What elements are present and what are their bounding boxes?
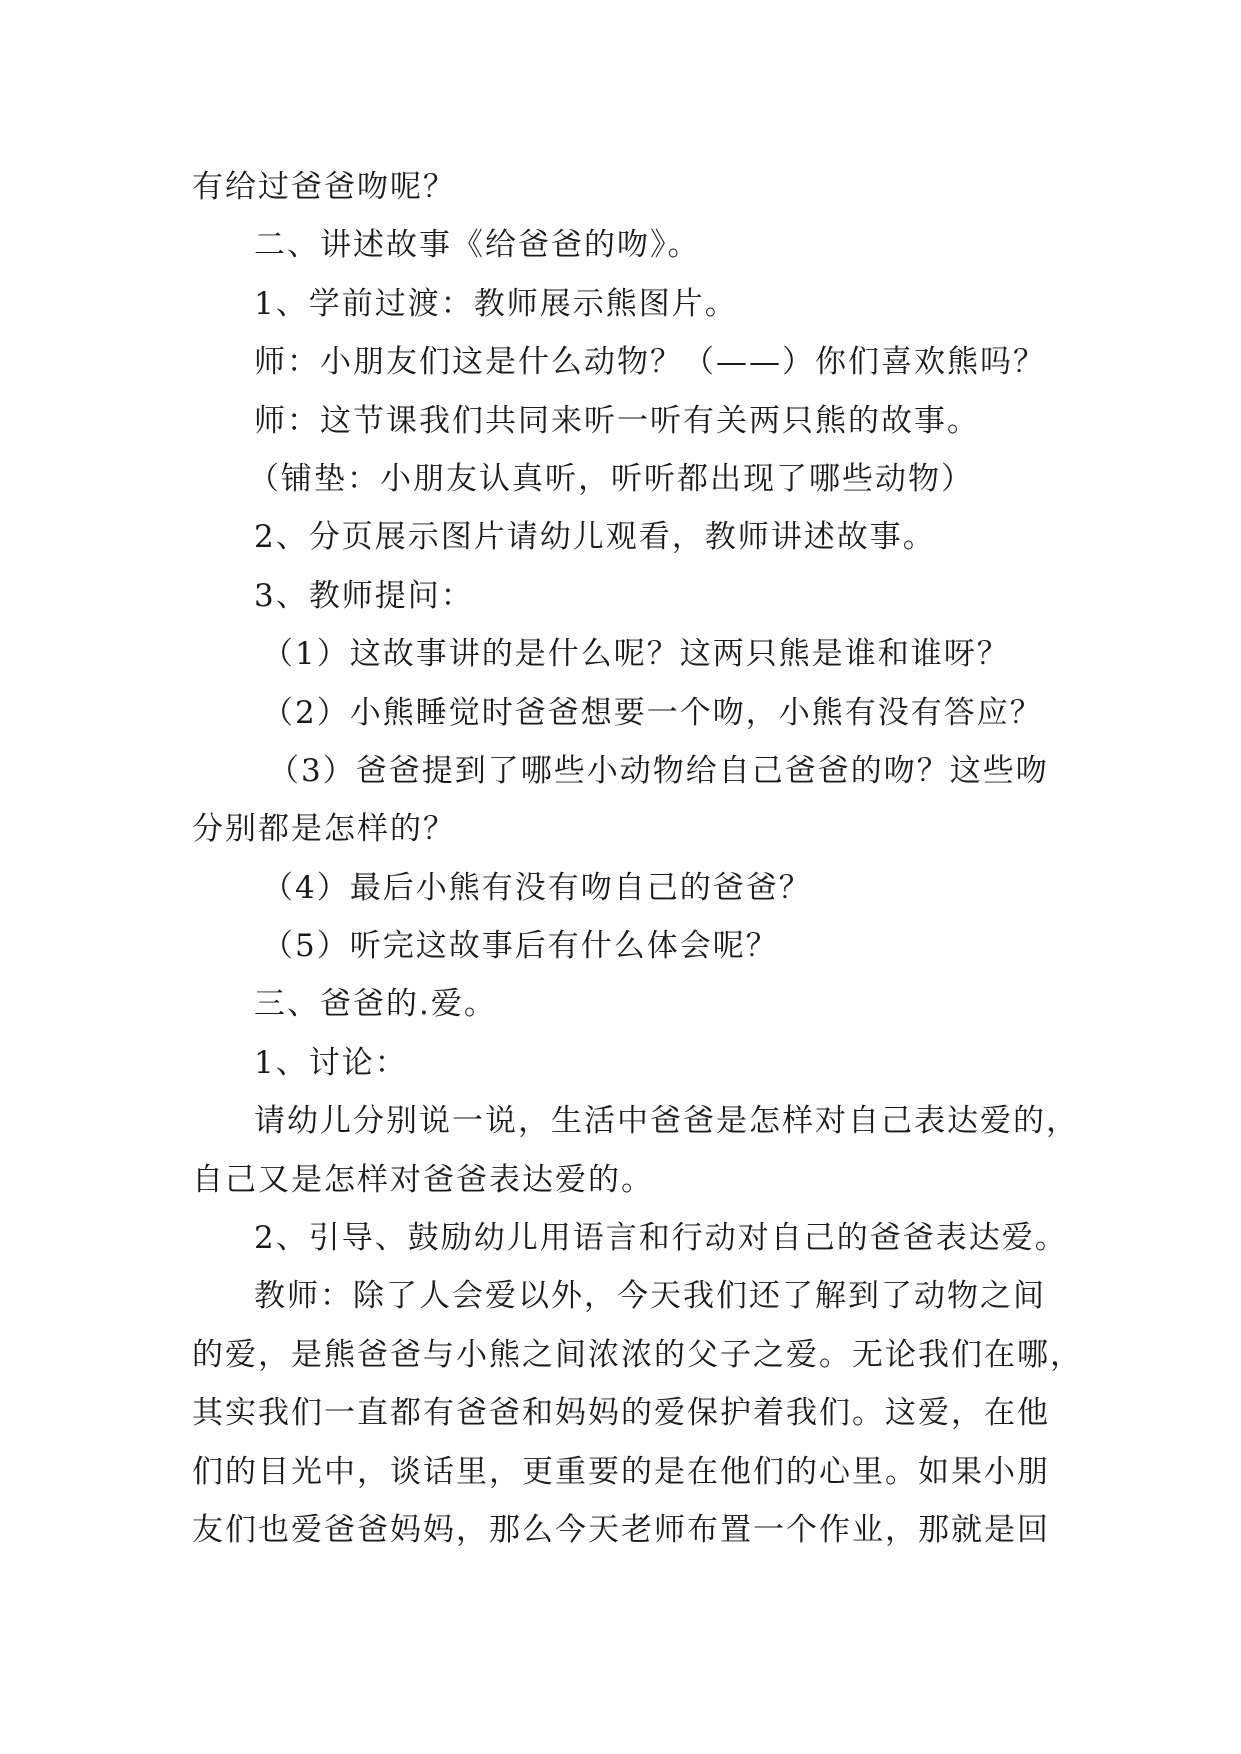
paragraph-line: 1、讨论：: [254, 1044, 408, 1081]
paragraph-line: 3、教师提问：: [254, 577, 474, 614]
dialogue-line: 师：这节课我们共同来听一听有关两只熊的故事。: [254, 402, 980, 439]
question-line: （1）这故事讲的是什么呢？这两只熊是谁和谁呀？: [262, 636, 1010, 673]
section-heading: 三、爸爸的.爱。: [254, 986, 497, 1023]
paragraph-line: 友们也爱爸爸妈妈，那么今天老师布置一个作业，那就是回: [192, 1511, 1050, 1548]
section-heading: 二、讲述故事《给爸爸的吻》。: [254, 227, 701, 264]
paragraph-line: 其实我们一直都有爸爸和妈妈的爱保护着我们。这爱，在他: [192, 1395, 1050, 1432]
note-line: （铺垫：小朋友认真听，听听都出现了哪些动物）: [248, 460, 974, 497]
paragraph-line: 2、引导、鼓励幼儿用语言和行动对自己的爸爸表达爱。: [254, 1220, 1068, 1257]
paragraph-line: 们的目光中，谈话里，更重要的是在他们的心里。如果小朋: [192, 1453, 1050, 1490]
question-line: （5）听完这故事后有什么体会呢？: [262, 928, 779, 965]
paragraph-line: 2、分页展示图片请幼儿观看，教师讲述故事。: [254, 519, 936, 556]
paragraph-line: 教师：除了人会爱以外，今天我们还了解到了动物之间: [254, 1278, 1046, 1315]
question-line: （4）最后小熊有没有吻自己的爸爸？: [262, 869, 812, 906]
paragraph-line: 有给过爸爸吻呢？: [192, 169, 456, 205]
paragraph-line: 的爱，是熊爸爸与小熊之间浓浓的父子之爱。无论我们在哪，: [192, 1336, 1083, 1373]
dialogue-line: 师：小朋友们这是什么动物？（——）你们喜欢熊吗？: [254, 344, 1046, 381]
paragraph-line: 分别都是怎样的？: [192, 811, 456, 848]
paragraph-line: 请幼儿分别说一说，生活中爸爸是怎样对自己表达爱的，: [254, 1103, 1079, 1140]
paragraph-line: 1、学前过渡：教师展示熊图片。: [254, 285, 738, 322]
question-line: （3）爸爸提到了哪些小动物给自己爸爸的吻？这些吻: [268, 752, 1049, 789]
question-line: （2）小熊睡觉时爸爸想要一个吻，小熊有没有答应？: [262, 694, 1043, 731]
paragraph-line: 自己又是怎样对爸爸表达爱的。: [192, 1161, 654, 1198]
document-body: [192, 158, 1092, 1559]
